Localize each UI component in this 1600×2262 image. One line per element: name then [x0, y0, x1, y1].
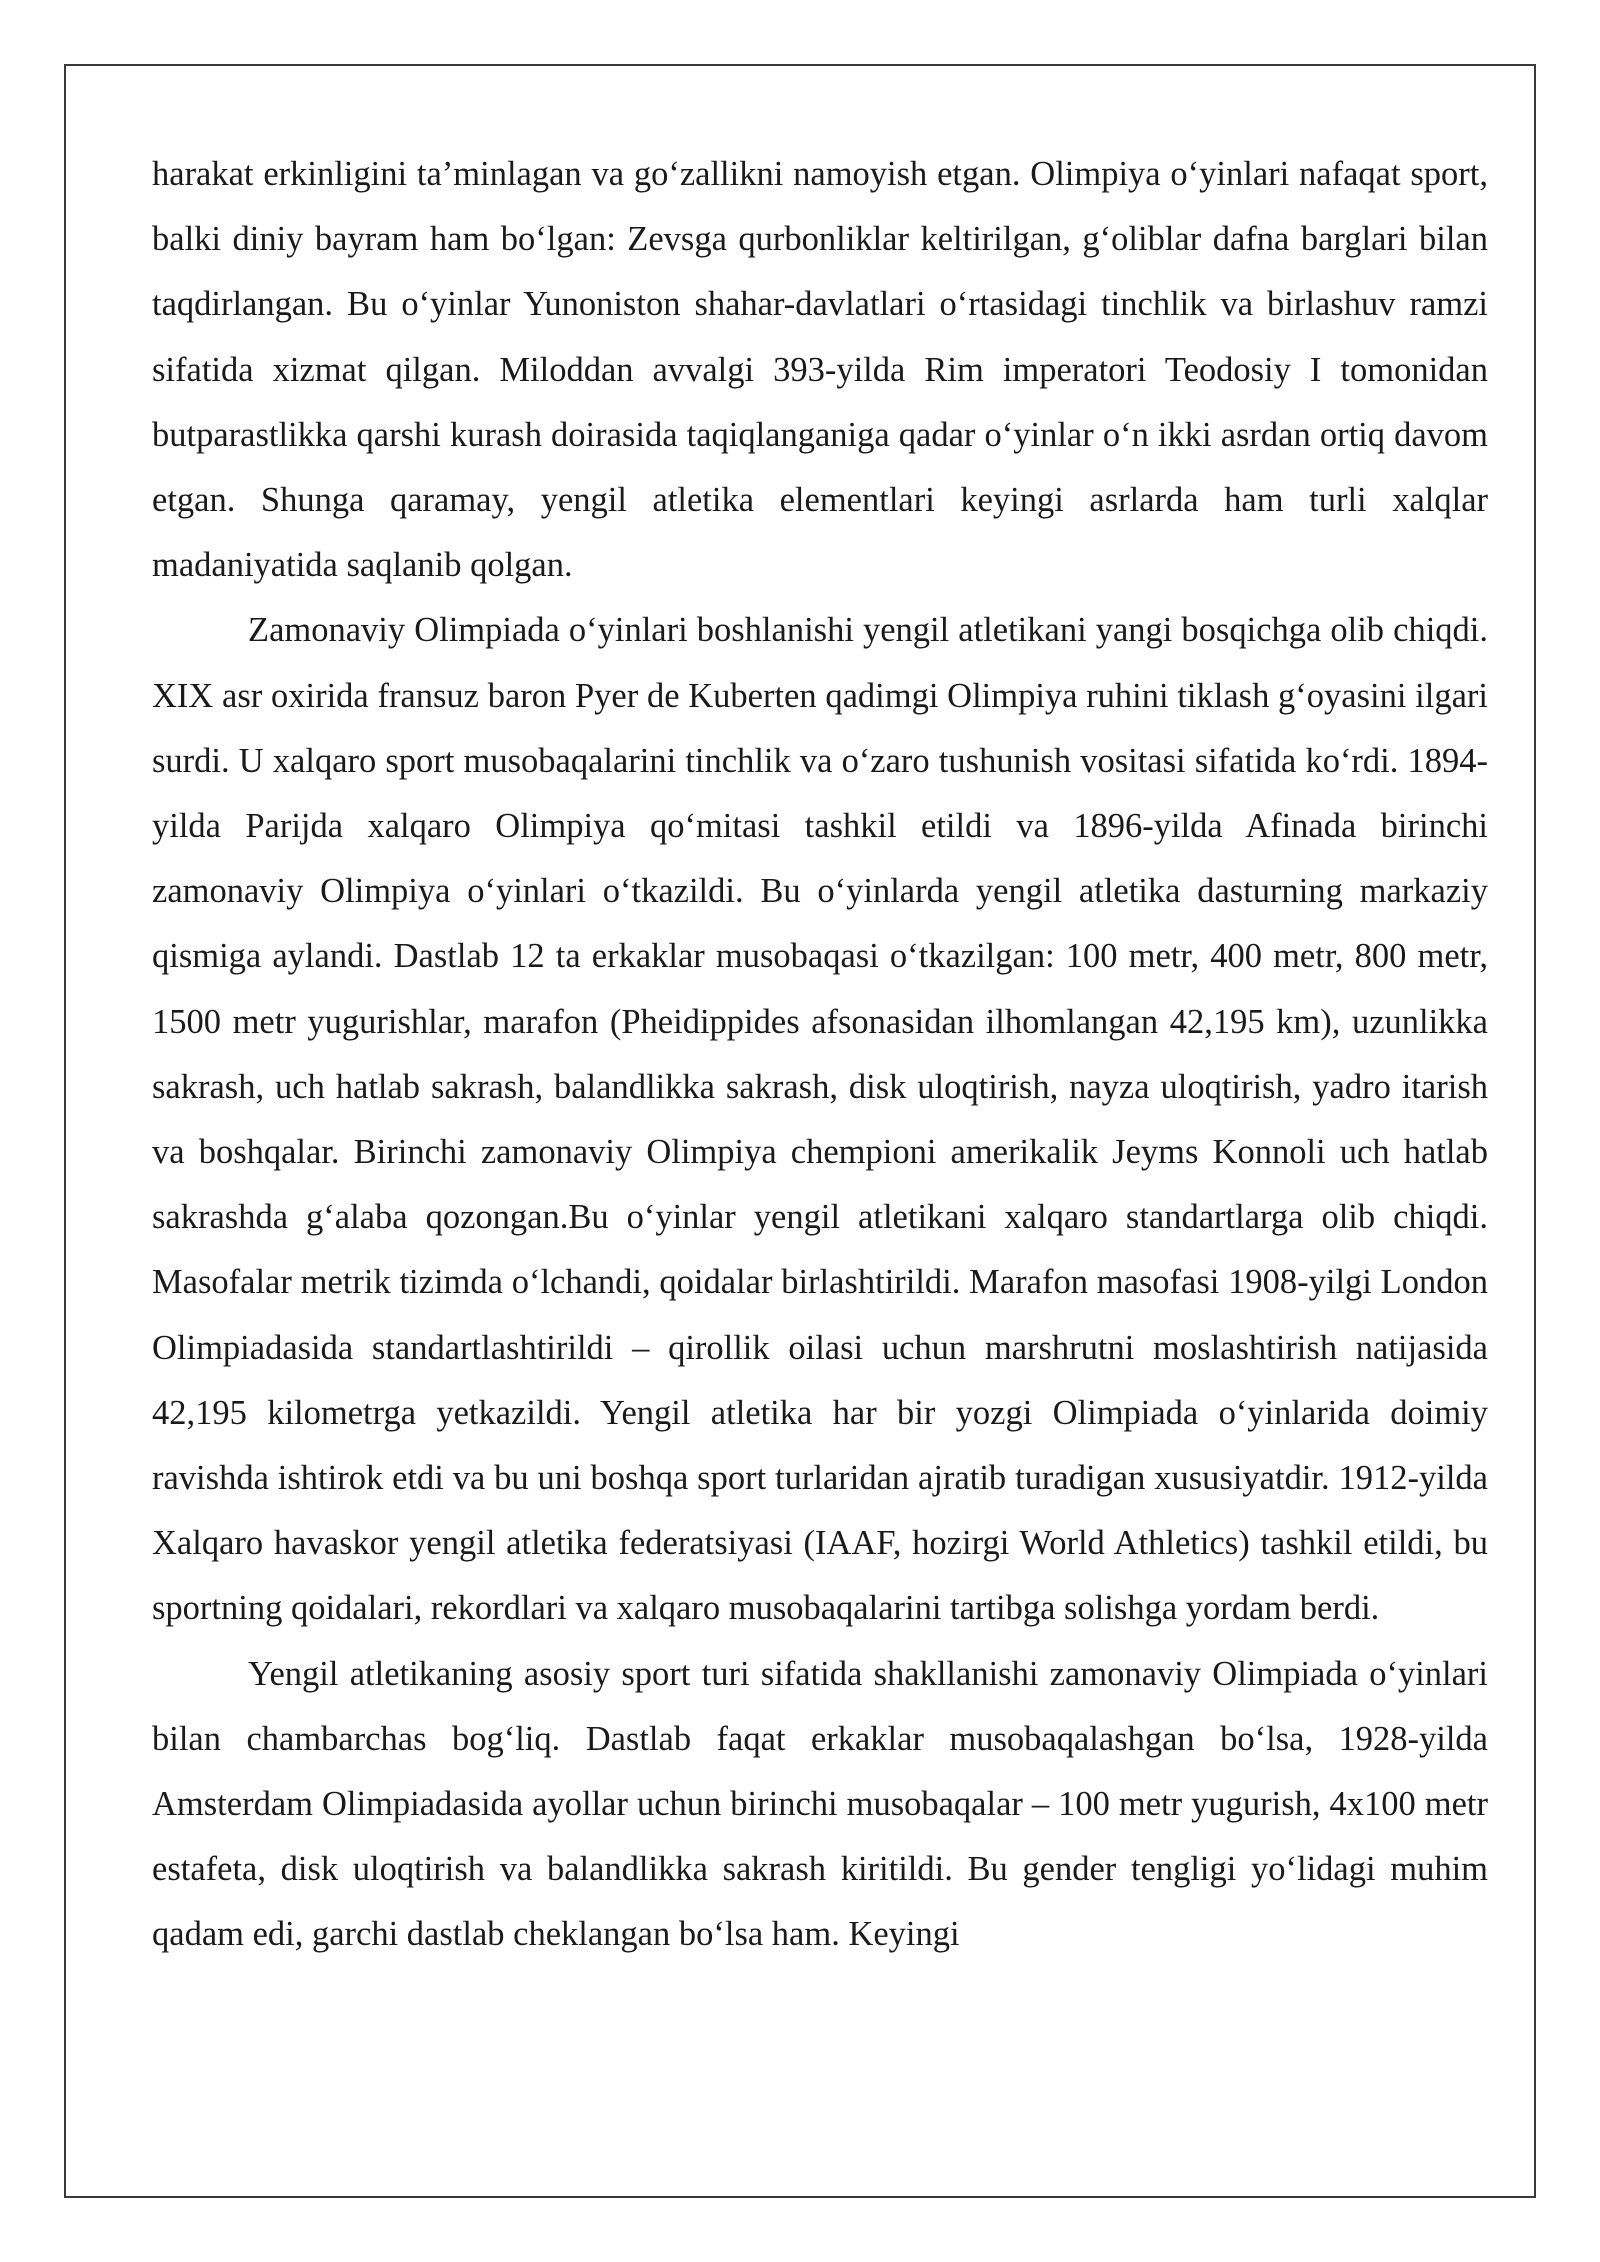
- document-body: [152, 142, 1488, 1968]
- paragraph-continuation: harakat erkinligini ta’minlagan va go‘zallikni namoyish etgan. Olimpiya o‘yinlari nafaqat sport, balki diniy bayram ham bo‘lgan: Zevsga qurbonliklar keltirilgan, g‘oliblar dafna barglari bilan taqdirlangan. Bu o‘yinlar Yunoniston shahar-davlatlari o‘rtasidagi tinchlik va birlashuv ramzi sifatida xizmat qilgan. Miloddan avvalgi 393-yilda Rim imperatori Teodosiy I tomonidan butparastlikka qarshi kurash doirasida taqiqlanganiga qadar o‘yinlar o‘n ikki asrdan ortiq davom etgan. Shunga qaramay, yengil atletika elementlari keyingi asrlarda ham turli xalqlar madaniyatida saqlanib qolgan.: [152, 155, 1488, 585]
- paragraph-athletics-formation: Yengil atletikaning asosiy sport turi sifatida shakllanishi zamonaviy Olimpiada o‘yinlari bilan chambarchas bog‘liq. Dastlab faqat erkaklar musobaqalashgan bo‘lsa, 1928-yilda Amsterdam Olimpiadasida ayollar uchun birinchi musobaqalar – 100 metr yugurish, 4x100 metr estafeta, disk uloqtirish va balandlikka sakrash kiritildi. Bu gender tengligi yo‘lidagi muhim qadam edi, garchi dastlab cheklangan bo‘lsa ham. Keyingi: [152, 1654, 1488, 1954]
- paragraph-modern-olympics: Zamonaviy Olimpiada o‘yinlari boshlanishi yengil atletikani yangi bosqichga olib chiqdi. XIX asr oxirida fransuz baron Pyer de Kuberten qadimgi Olimpiya ruhini tiklash g‘oyasini ilgari surdi. U xalqaro sport musobaqalarini tinchlik va o‘zaro tushunish vositasi sifatida ko‘rdi. 1894-yilda Parijda xalqaro Olimpiya qo‘mitasi tashkil etildi va 1896-yilda Afinada birinchi zamonaviy Olimpiya o‘yinlari o‘tkazildi. Bu o‘yinlarda yengil atletika dasturning markaziy qismiga aylandi. Dastlab 12 ta erkaklar musobaqasi o‘tkazilgan: 100 metr, 400 metr, 800 metr, 1500 metr yugurishlar, marafon (Pheidippides afsonasidan ilhomlangan 42,195 km), uzunlikka sakrash, uch hatlab sakrash, balandlikka sakrash, disk uloqtirish, nayza uloqtirish, yadro itarish va boshqalar. Birinchi zamonaviy Olimpiya chempioni amerikalik Jeyms Konnoli uch hatlab sakrashda g‘alaba qozongan.Bu o‘yinlar yengil atletikani xalqaro standartlarga olib chiqdi. Masofalar metrik tizimda o‘lchandi, qoidalar birlashtirildi. Marafon masofasi 1908-yilgi London Olimpiadasida standartlashtirildi – qirollik oilasi uchun marshrutni moslashtirish natijasida 42,195 kilometrga yetkazildi. Yengil atletika har bir yozgi Olimpiada o‘yinlarida doimiy ravishda ishtirok etdi va bu uni boshqa sport turlaridan ajratib turadigan xususiyatdir. 1912-yilda Xalqaro havaskor yengil atletika federatsiyasi (IAAF, hozirgi World Athletics) tashkil etildi, bu sportning qoidalari, rekordlari va xalqaro musobaqalarini tartibga solishga yordam berdi.: [152, 611, 1488, 1628]
